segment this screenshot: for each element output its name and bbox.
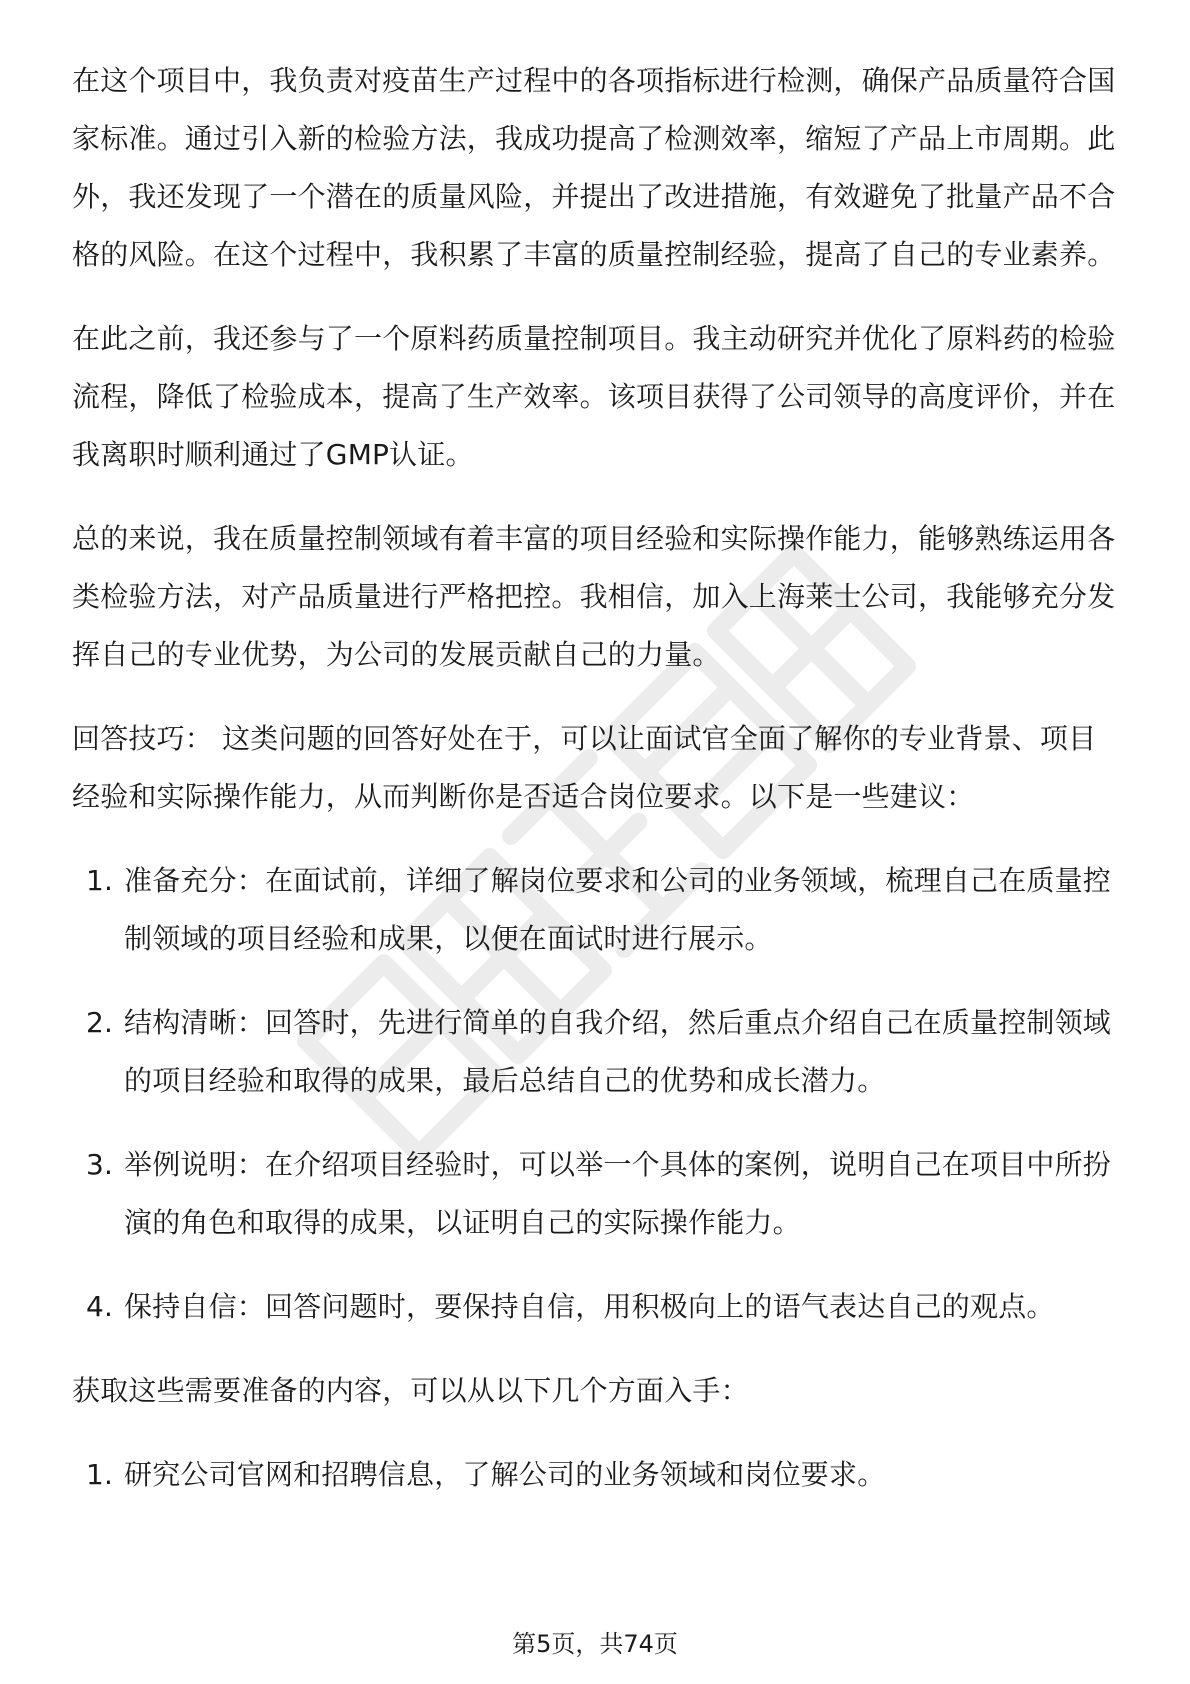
paragraph-project-api: 在此之前，我还参与了一个原料药质量控制项目。我主动研究并优化了原料药的检验流程，降低了检验成本，提高了生产效率。该项目获得了公司领导的高度评价，并在我离职时顺利通过了GMP认证。: [72, 322, 1116, 471]
sources-list: [72, 1446, 1118, 1504]
list-item-text: 研究公司官网和招聘信息，了解公司的业务领域和岗位要求。: [124, 1458, 886, 1491]
list-number: 1.: [86, 1458, 114, 1491]
list-item: [72, 1446, 1118, 1504]
list-number: 4.: [86, 1290, 114, 1323]
page-footer: 第5页，共74页: [512, 1630, 678, 1658]
list-number: 2.: [86, 1006, 114, 1039]
paragraph-preparation-sources: 获取这些需要准备的内容，可以从以下几个方面入手：: [72, 1374, 749, 1407]
list-item: [72, 1278, 1118, 1336]
list-number: 3.: [86, 1148, 114, 1181]
list-item-text: 举例说明：在介绍项目经验时，可以举一个具体的案例，说明自己在项目中所扮演的角色和取得的成果，以证明自己的实际操作能力。: [124, 1148, 1112, 1239]
paragraph-summary: 总的来说，我在质量控制领域有着丰富的项目经验和实际操作能力，能够熟练运用各类检验方法，对产品质量进行严格把控。我相信，加入上海莱士公司，我能够充分发挥自己的专业优势，为公司的发展贡献自己的力量。: [72, 522, 1116, 671]
list-item: [72, 1136, 1118, 1252]
paragraph-project-vaccine: 在这个项目中，我负责对疫苗生产过程中的各项指标进行检测，确保产品质量符合国家标准。通过引入新的检验方法，我成功提高了检测效率，缩短了产品上市周期。此外，我还发现了一个潜在的质量风险，并提出了改进措施，有效避免了批量产品不合格的风险。在这个过程中，我积累了丰富的质量控制经验，提高了自己的专业素养。: [72, 64, 1116, 271]
list-item-text: 结构清晰：回答时，先进行简单的自我介绍，然后重点介绍自己在质量控制领域的项目经验和取得的成果，最后总结自己的优势和成长潜力。: [124, 1006, 1112, 1097]
tips-list: [72, 852, 1118, 1336]
list-item: [72, 852, 1118, 968]
list-item-text: 准备充分：在面试前，详细了解岗位要求和公司的业务领域，梳理自己在质量控制领域的项目经验和成果，以便在面试时进行展示。: [124, 864, 1112, 955]
list-item: [72, 994, 1118, 1110]
list-item-text: 保持自信：回答问题时，要保持自信，用积极向上的语气表达自己的观点。: [124, 1290, 1055, 1323]
paragraph-answer-tips: 回答技巧： 这类问题的回答好处在于，可以让面试官全面了解你的专业背景、项目经验和实际操作能力，从而判断你是否适合岗位要求。以下是一些建议：: [72, 722, 1097, 813]
document-body: [72, 52, 1118, 1530]
list-number: 1.: [86, 864, 114, 897]
